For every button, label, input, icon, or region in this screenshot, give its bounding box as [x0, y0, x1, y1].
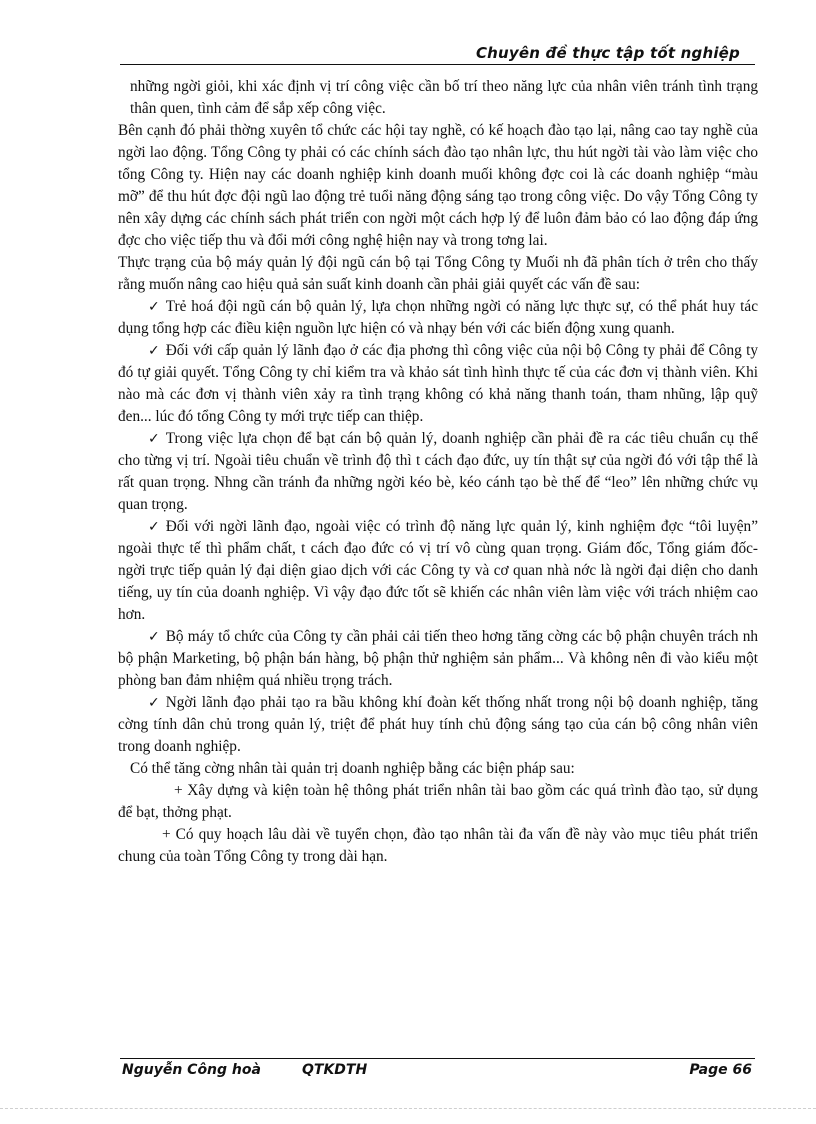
- check-mark-icon: ✓: [148, 431, 160, 447]
- paragraph-3: Thực trạng của bộ máy quản lý đội ngũ cán bộ tại Tổng Công ty Muối nh đã phân tích ở trên cho thấy rằng muốn nâng cao hiệu quả sản suất kinh doanh cần phải giải quyết các vấn đề sau:: [118, 254, 758, 293]
- footer-page-number: Page 66: [689, 1062, 752, 1078]
- page-edge: [0, 1108, 816, 1124]
- measure-item: + Xây dựng và kiện toàn hệ thông phát triển nhân tài bao gồm các quá trình đào tạo, sử dụng để bạt, thởng phạt.: [118, 782, 758, 821]
- bullet-item: [118, 428, 758, 516]
- footer-class: QTKDTH: [302, 1062, 368, 1078]
- page-header-title: Chuyên đề thực tập tốt nghiệp: [475, 44, 740, 62]
- bullet-text: Ngời lãnh đạo phải tạo ra bầu không khí đoàn kết thống nhất trong nội bộ doanh nghiệp, tăng cờng tính dân chủ trong quản lý, triệt để phát huy tính chủ động sáng tạo của cán bộ công nhân viên trong doanh nghiệp.: [118, 694, 758, 755]
- bullet-text: Bộ máy tổ chức của Công ty cần phải cải tiến theo hơng tăng cờng các bộ phận chuyên trách nh bộ phận Marketing, bộ phận bán hàng, bộ phận thử nghiệm sản phẩm... Và không nên đi vào kiểu một phòng ban đảm nhiệm quá nhiều trọng trách.: [118, 628, 758, 689]
- document-body: [118, 76, 758, 868]
- paragraph-2: Bên cạnh đó phải thờng xuyên tổ chức các hội tay nghề, có kế hoạch đào tạo lại, nâng cao tay nghề của ngời lao động. Tổng Công ty phải có các chính sách đào tạo nhân lực, thu hút ngời tài vào làm việc cho tổng Công ty. Hiện nay các doanh nghiệp kinh doanh muối không đợc coi là các doanh nghiệp “màu mỡ” để thu hút đợc đội ngũ lao động trẻ tuổi năng động sáng tạo trong công việc. Do vậy Tổng Công ty nên xây dựng các chính sách phát triển con ngời một cách hợp lý để luôn đảm bảo có lao động đáp ứng đợc cho việc tiếp thu và đổi mới công nghệ hiện nay và trong tơng lai.: [118, 122, 758, 249]
- footer-author: Nguyễn Công hoà: [122, 1062, 261, 1078]
- bullet-item: [118, 692, 758, 758]
- footer-rule: [120, 1058, 755, 1059]
- bullet-item: [118, 626, 758, 692]
- bullet-item: [118, 340, 758, 428]
- check-mark-icon: ✓: [148, 629, 160, 645]
- bullet-item: [118, 296, 758, 340]
- bullet-text: Đối với cấp quản lý lãnh đạo ở các địa phơng thì công việc của nội bộ Công ty phải để Công ty đó tự giải quyết. Tổng Công ty chỉ kiểm tra và khảo sát tình hình thực tế của các đơn vị thành viên. Khi nào mà các đơn vị thành viên xảy ra tình trạng không có khả năng thanh toán, tham nhũng, lập quỹ đen... lúc đó tổng Công ty mới trực tiếp can thiệp.: [118, 342, 758, 425]
- bullet-text: Đối với ngời lãnh đạo, ngoài việc có trình độ năng lực quản lý, kinh nghiệm đợc “tôi luyện” ngoài thực tế thì phẩm chất, t cách đạo đức có vị trí vô cùng quan trọng. Giám đốc, Tổng giám đốc- ngời trực tiếp quản lý đại diện giao dịch với các Công ty và cơ quan nhà nớc là ngời đại diện cho danh tiếng, uy tín của doanh nghiệp. Vì vậy đạo đức tốt sẽ khiến các nhân viên làm việc với trách nhiệm cao hơn.: [118, 518, 758, 623]
- paragraph-measures-intro: Có thể tăng cờng nhân tài quản trị doanh nghiệp bằng các biện pháp sau:: [130, 760, 575, 777]
- check-mark-icon: ✓: [148, 343, 160, 359]
- paragraph-1: những ngời giỏi, khi xác định vị trí công việc cần bố trí theo năng lực của nhân viên tránh tình trạng thân quen, tình cảm để sắp xếp công việc.: [130, 78, 758, 117]
- measure-item: + Có quy hoạch lâu dài về tuyển chọn, đào tạo nhân tài đa vấn đề này vào mục tiêu phát triển chung của toàn Tổng Công ty trong dài hạn.: [118, 826, 758, 865]
- check-mark-icon: ✓: [148, 695, 160, 711]
- bullet-item: [118, 516, 758, 626]
- bullet-text: Trẻ hoá đội ngũ cán bộ quản lý, lựa chọn những ngời có năng lực thực sự, có thể phát huy tác dụng tổng hợp các điều kiện nguồn lực hiện có và nhạy bén với các biến động xung quanh.: [118, 298, 758, 337]
- header-rule: [120, 64, 755, 65]
- check-mark-icon: ✓: [148, 299, 160, 315]
- check-mark-icon: ✓: [148, 519, 160, 535]
- bullet-text: Trong việc lựa chọn để bạt cán bộ quản lý, doanh nghiệp cần phải đề ra các tiêu chuẩn cụ thể cho từng vị trí. Ngoài tiêu chuẩn về trình độ thì t cách đạo đức, uy tín thật sự của ngời đó với tập thể là rất quan trọng. Nhng cần tránh đa những ngời kéo bè, kéo cánh tạo bè thế để “leo” lên những chức vụ quan trọng.: [118, 430, 758, 513]
